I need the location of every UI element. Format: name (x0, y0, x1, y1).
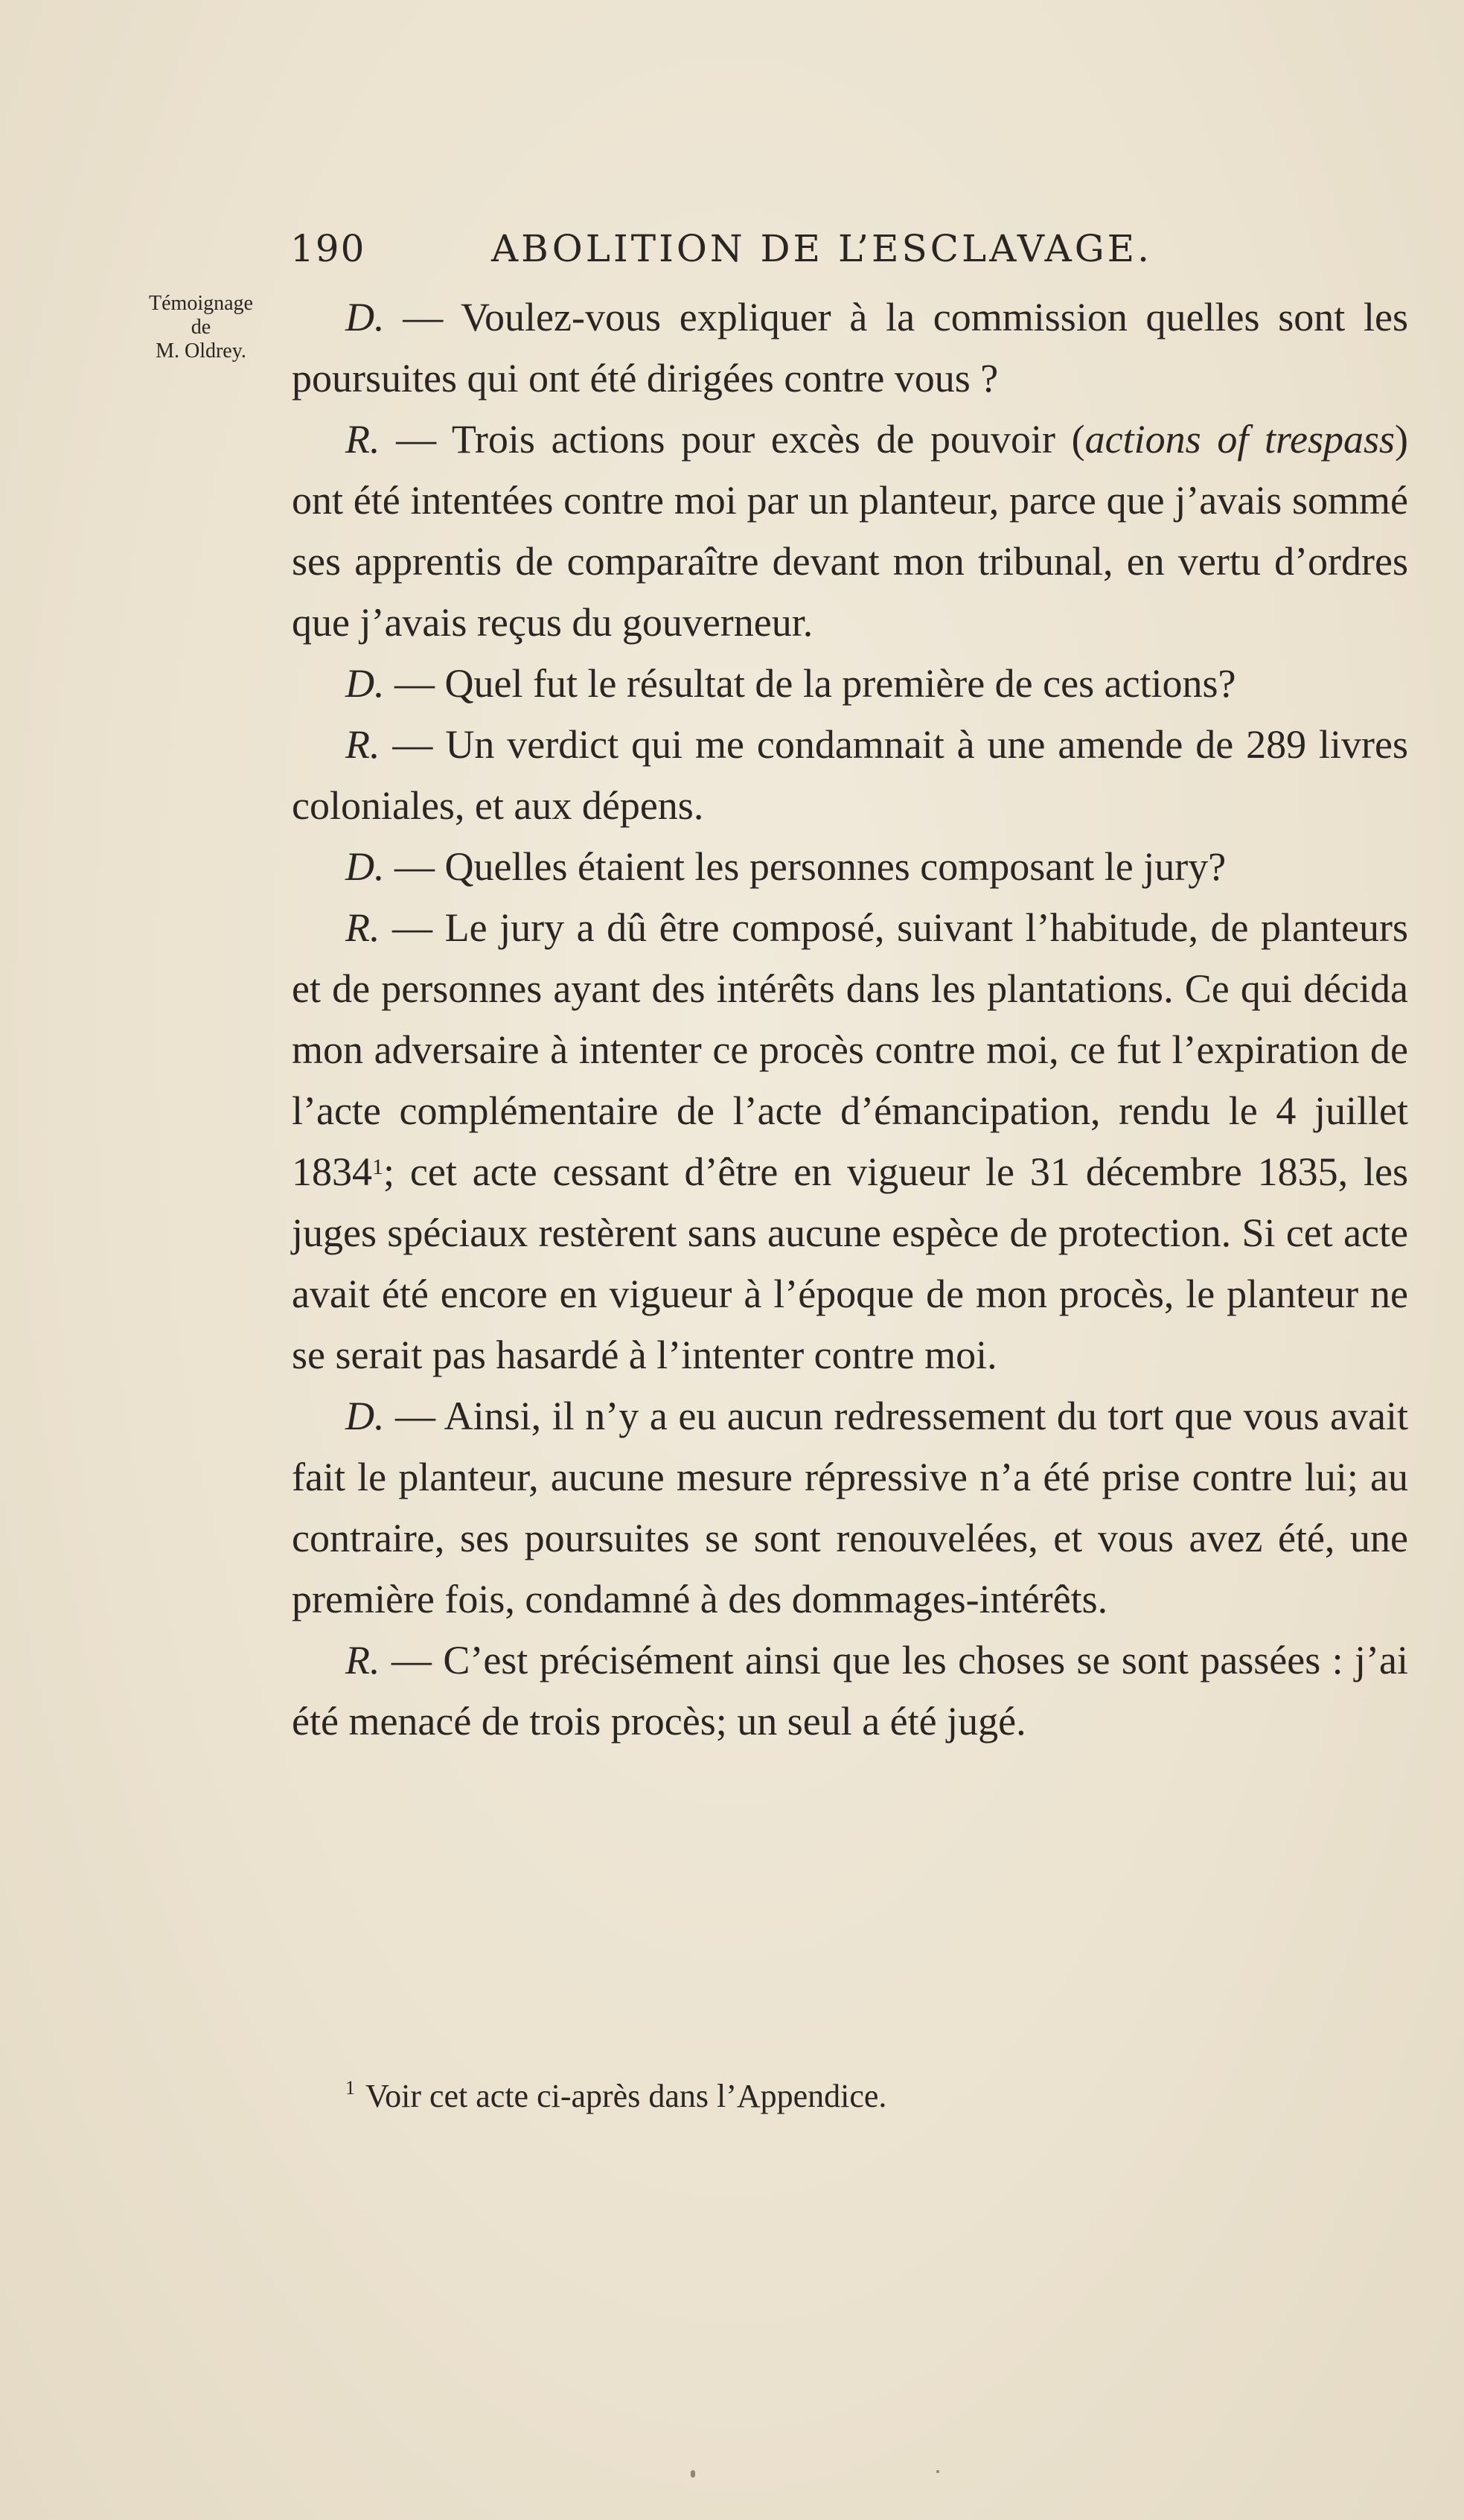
paragraph-6 (292, 897, 1408, 1385)
paragraph-text: Ainsi, il n’y a eu aucun redressement du tort que vous avait fait le planteur, aucune mesure répressive n’a été prise contre lui; au contraire, ses poursuites se sont renouvelées, et vous avez été, une première fois, condamné à des dommages-intérêts. (292, 1394, 1408, 1621)
footnote-marker: 1 (345, 2077, 355, 2099)
speaker-label: D. (345, 295, 385, 339)
dash: — (380, 905, 445, 950)
speaker-label: R. (345, 1638, 380, 1682)
paragraph-text-cont: ) ont été intentées contre moi par un planteur, parce que j’avais sommé ses apprentis de comparaître devant mon tribunal, en vertu d’ordres que j’avais reçus du gouverneur. (292, 417, 1408, 645)
paragraph-4 (292, 714, 1408, 836)
dash: — (384, 661, 445, 706)
paragraph-text: Le jury a dû être composé, suivant l’habitude, de planteurs et de personnes ayant des intérêts dans les plantations. Ce qui décida mon adversaire à intenter ce procès contre moi, ce fut l’expiration de l’acte complémentaire de l’acte d’émancipation, rendu le 4 juillet 1834 (292, 905, 1408, 1194)
speaker-label: R. (345, 417, 380, 462)
paragraph-text: Voulez-vous expliquer à la commission quelles sont les poursuites qui ont été dirigées contre vous ? (292, 295, 1408, 401)
margin-note-line-3: M. Oldrey. (156, 339, 246, 363)
speaker-label: D. (345, 844, 385, 889)
paragraph-text: C’est précisément ainsi que les choses se sont passées : j’ai été menacé de trois procès; un seul a été jugé. (292, 1638, 1408, 1744)
page-number: 190 (290, 227, 366, 270)
speaker-label: D. (345, 1394, 385, 1438)
paragraph-text: Trois actions pour excès de pouvoir ( (451, 417, 1085, 462)
paragraph-3 (292, 653, 1408, 714)
paper-speck (936, 2470, 939, 2473)
paper-speck (691, 2470, 695, 2478)
running-title: ABOLITION DE L’ESCLAVAGE. (491, 227, 1153, 270)
dash: — (384, 1394, 444, 1438)
speaker-label: R. (345, 905, 380, 950)
margin-note (112, 292, 290, 364)
paragraph-text: Quel fut le résultat de la première de ces actions? (444, 661, 1236, 706)
dash: — (380, 1638, 444, 1682)
paragraph-1 (292, 287, 1408, 409)
paragraph-7 (292, 1385, 1408, 1630)
italic-phrase: actions of trespass (1084, 417, 1396, 462)
paragraph-5 (292, 836, 1408, 897)
paragraph-text: Un verdict qui me condamnait à une amende de 289 livres coloniales, et aux dépens. (292, 722, 1409, 828)
margin-note-line-1: Témoignage (149, 292, 253, 315)
speaker-label: R. (345, 722, 380, 767)
dash: — (380, 722, 446, 767)
dash: — (380, 417, 452, 462)
main-text (292, 287, 1408, 1752)
paragraph-text: Quelles étaient les personnes composant le jury? (444, 844, 1227, 889)
margin-note-line-2: de (191, 316, 211, 339)
dash: — (384, 295, 461, 339)
footnote-reference: 1 (372, 1155, 383, 1179)
footnote-text: Voir cet acte ci-après dans l’Appendice. (365, 2078, 887, 2114)
footnote (292, 2077, 1462, 2115)
paragraph-2 (292, 409, 1408, 653)
running-header (290, 227, 1407, 270)
dash: — (384, 844, 445, 889)
paragraph-8 (292, 1630, 1408, 1752)
paragraph-text-cont: ; cet acte cessant d’être en vigueur le 31 décembre 1835, les juges spéciaux restèrent sans aucune espèce de protection. Si cet acte avait été encore en vigueur à l’époque de mon procès, le planteur ne se serait pas hasardé à l’intenter contre moi. (292, 1149, 1408, 1377)
speaker-label: D. (345, 661, 385, 706)
